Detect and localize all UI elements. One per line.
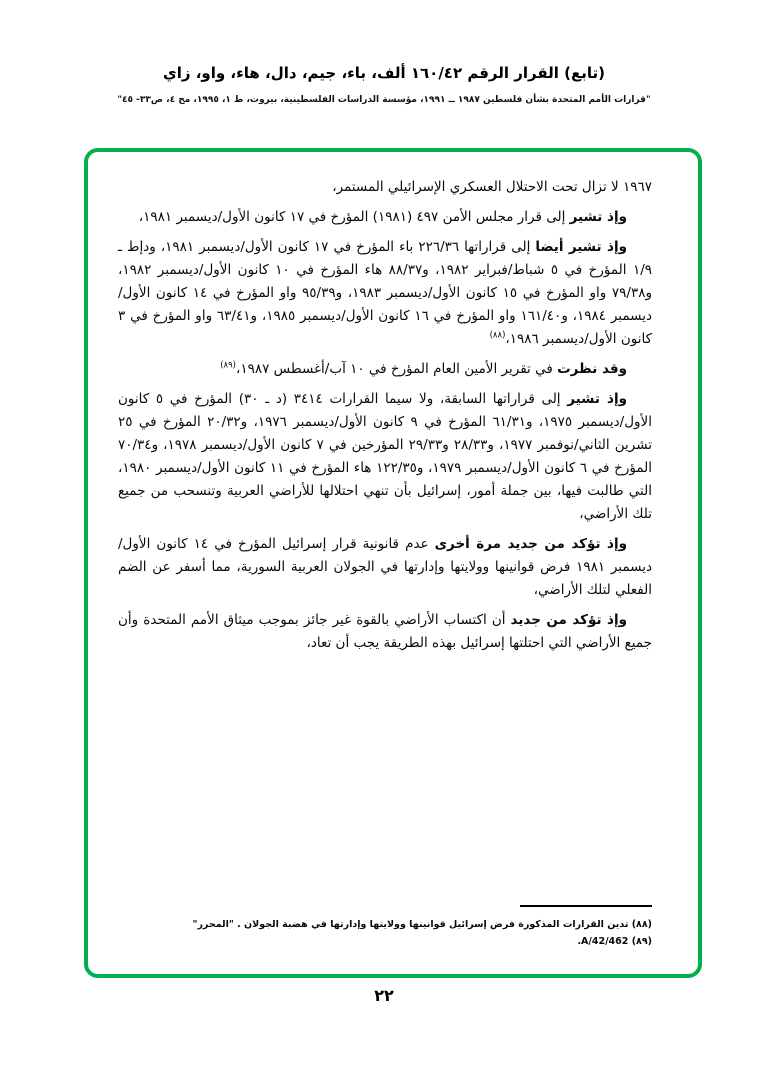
footnote-text: A/42/462. bbox=[577, 936, 632, 947]
body-paragraph bbox=[118, 533, 652, 602]
body-paragraph bbox=[118, 176, 652, 199]
paragraph-lead: وإذ تشير أيضا bbox=[535, 239, 627, 255]
paragraph-text: في تقرير الأمين العام المؤرخ في ١٠ آب/أغسطس ١٩٨٧، bbox=[236, 361, 558, 377]
paragraph-text: أن اكتساب الأراضي بالقوة غير جائز بموجب ميثاق الأمم المتحدة وأن جميع الأراضي التي احتلتها إسرائيل بهذه الطريقة يجب أن تعاد، bbox=[118, 612, 652, 651]
paragraph-lead: وقد نظرت bbox=[557, 361, 627, 377]
footnote-89 bbox=[118, 933, 652, 950]
paragraph-text: إلى قراراتها السابقة، ولا سيما القرارات ٣٤١٤ (د ـ ٣٠) المؤرخ في ٥ كانون الأول/ديسمبر ١٩٧٥، و٦١/٣١ المؤرخ في ٩ كانون الأول/ديسمبر ١٩٧٦، و٢٠/٣٢ المؤرخ في ٢٥ تشرين الثاني/نوفمبر ١٩٧٧، و٢٨/٣٣ و٢٩/٣٣ المؤرخين في ٧ كانون الأول/ديسمبر ١٩٧٨، و٧٠/٣٤ المؤرخ في ٦ كانون الأول/ديسمبر ١٩٧٩، و١٢٢/٣٥ هاء المؤرخ في ١١ كانون الأول/ديسمبر ١٩٨٠، التي طالبت فيها، بين جملة أمور، إسرائيل بأن تنهي احتلالها للأراضي العربية وتنسحب من جميع تلك الأراضي، bbox=[118, 391, 653, 522]
footnote-separator bbox=[520, 905, 652, 907]
document-title: (تابع) القرار الرقم ١٦٠/٤٢ ألف، باء، جيم، دال، هاء، واو، زاي bbox=[162, 64, 606, 82]
paragraph-lead: وإذ تؤكد من جديد bbox=[510, 612, 627, 628]
body-paragraph bbox=[118, 388, 652, 526]
footnote-reference: (٨٨) bbox=[489, 330, 506, 341]
body-paragraph bbox=[118, 609, 652, 655]
footnote-text: تدين القرارات المذكورة فرض إسرائيل قوانينها وولايتها وإدارتها في هضبة الجولان . "المحرر" bbox=[192, 919, 632, 930]
body-paragraph bbox=[118, 236, 652, 351]
resolution-text bbox=[118, 176, 652, 662]
paragraph-lead: وإذ تشير bbox=[569, 209, 627, 225]
paragraph-text: عدم قانونية قرار إسرائيل المؤرخ في ١٤ كانون الأول/ديسمبر ١٩٨١ فرض قوانينها وولايتها وإدارتها في الجولان العربية السورية، مما أسفر عن الضم الفعلي لتلك الأراضي، bbox=[118, 536, 652, 598]
footnote-88 bbox=[118, 916, 652, 933]
content-frame bbox=[84, 148, 702, 978]
page-header bbox=[0, 0, 768, 105]
paragraph-text: ١٩٦٧ لا تزال تحت الاحتلال العسكري الإسرائيلي المستمر، bbox=[332, 179, 652, 195]
paragraph-lead: وإذ تؤكد من جديد مرة أخرى bbox=[434, 536, 627, 552]
body-paragraph bbox=[118, 358, 652, 381]
paragraph-text: إلى قرار مجلس الأمن ٤٩٧ (١٩٨١) المؤرخ في ١٧ كانون الأول/ديسمبر ١٩٨١، bbox=[138, 209, 570, 225]
footnote-marker: (٨٨) bbox=[631, 919, 652, 930]
source-citation: "قرارات الأمم المتحدة بشأن فلسطين ١٩٨٧ ــ ١٩٩١، مؤسسة الدراسات الفلسطينية، بيروت، ط ١، ١٩٩٥، مج ٤، ص٣٣- ٤٥" bbox=[117, 95, 651, 105]
paragraph-lead: وإذ تشير bbox=[567, 391, 627, 407]
body-paragraph bbox=[118, 206, 652, 229]
page-number: ٢٢ bbox=[374, 986, 394, 1005]
paragraph-text: إلى قراراتها ٢٢٦/٣٦ باء المؤرخ في ١٧ كانون الأول/ديسمبر ١٩٨١، ودإط ـ ١/٩ المؤرخ في ٥ شباط/فبراير ١٩٨٢، و٨٨/٣٧ هاء المؤرخ في ١٠ كانون الأول/ديسمبر ١٩٨٢، و٧٩/٣٨ واو المؤرخ في ١٥ كانون الأول/ديسمبر ١٩٨٣، و٩٥/٣٩ واو المؤرخ في ١٤ كانون الأول/ديسمبر ١٩٨٤، و١٦١/٤٠ واو المؤرخ في ١٦ كانون الأول/ديسمبر ١٩٨٥، و٦٣/٤١ واو المؤرخ في ٣ كانون الأول/ديسمبر ١٩٨٦، bbox=[118, 239, 653, 347]
footnote-reference: (٨٩) bbox=[220, 360, 236, 371]
footnote-marker: (٨٩) bbox=[631, 936, 652, 947]
footnotes-section bbox=[118, 905, 652, 950]
